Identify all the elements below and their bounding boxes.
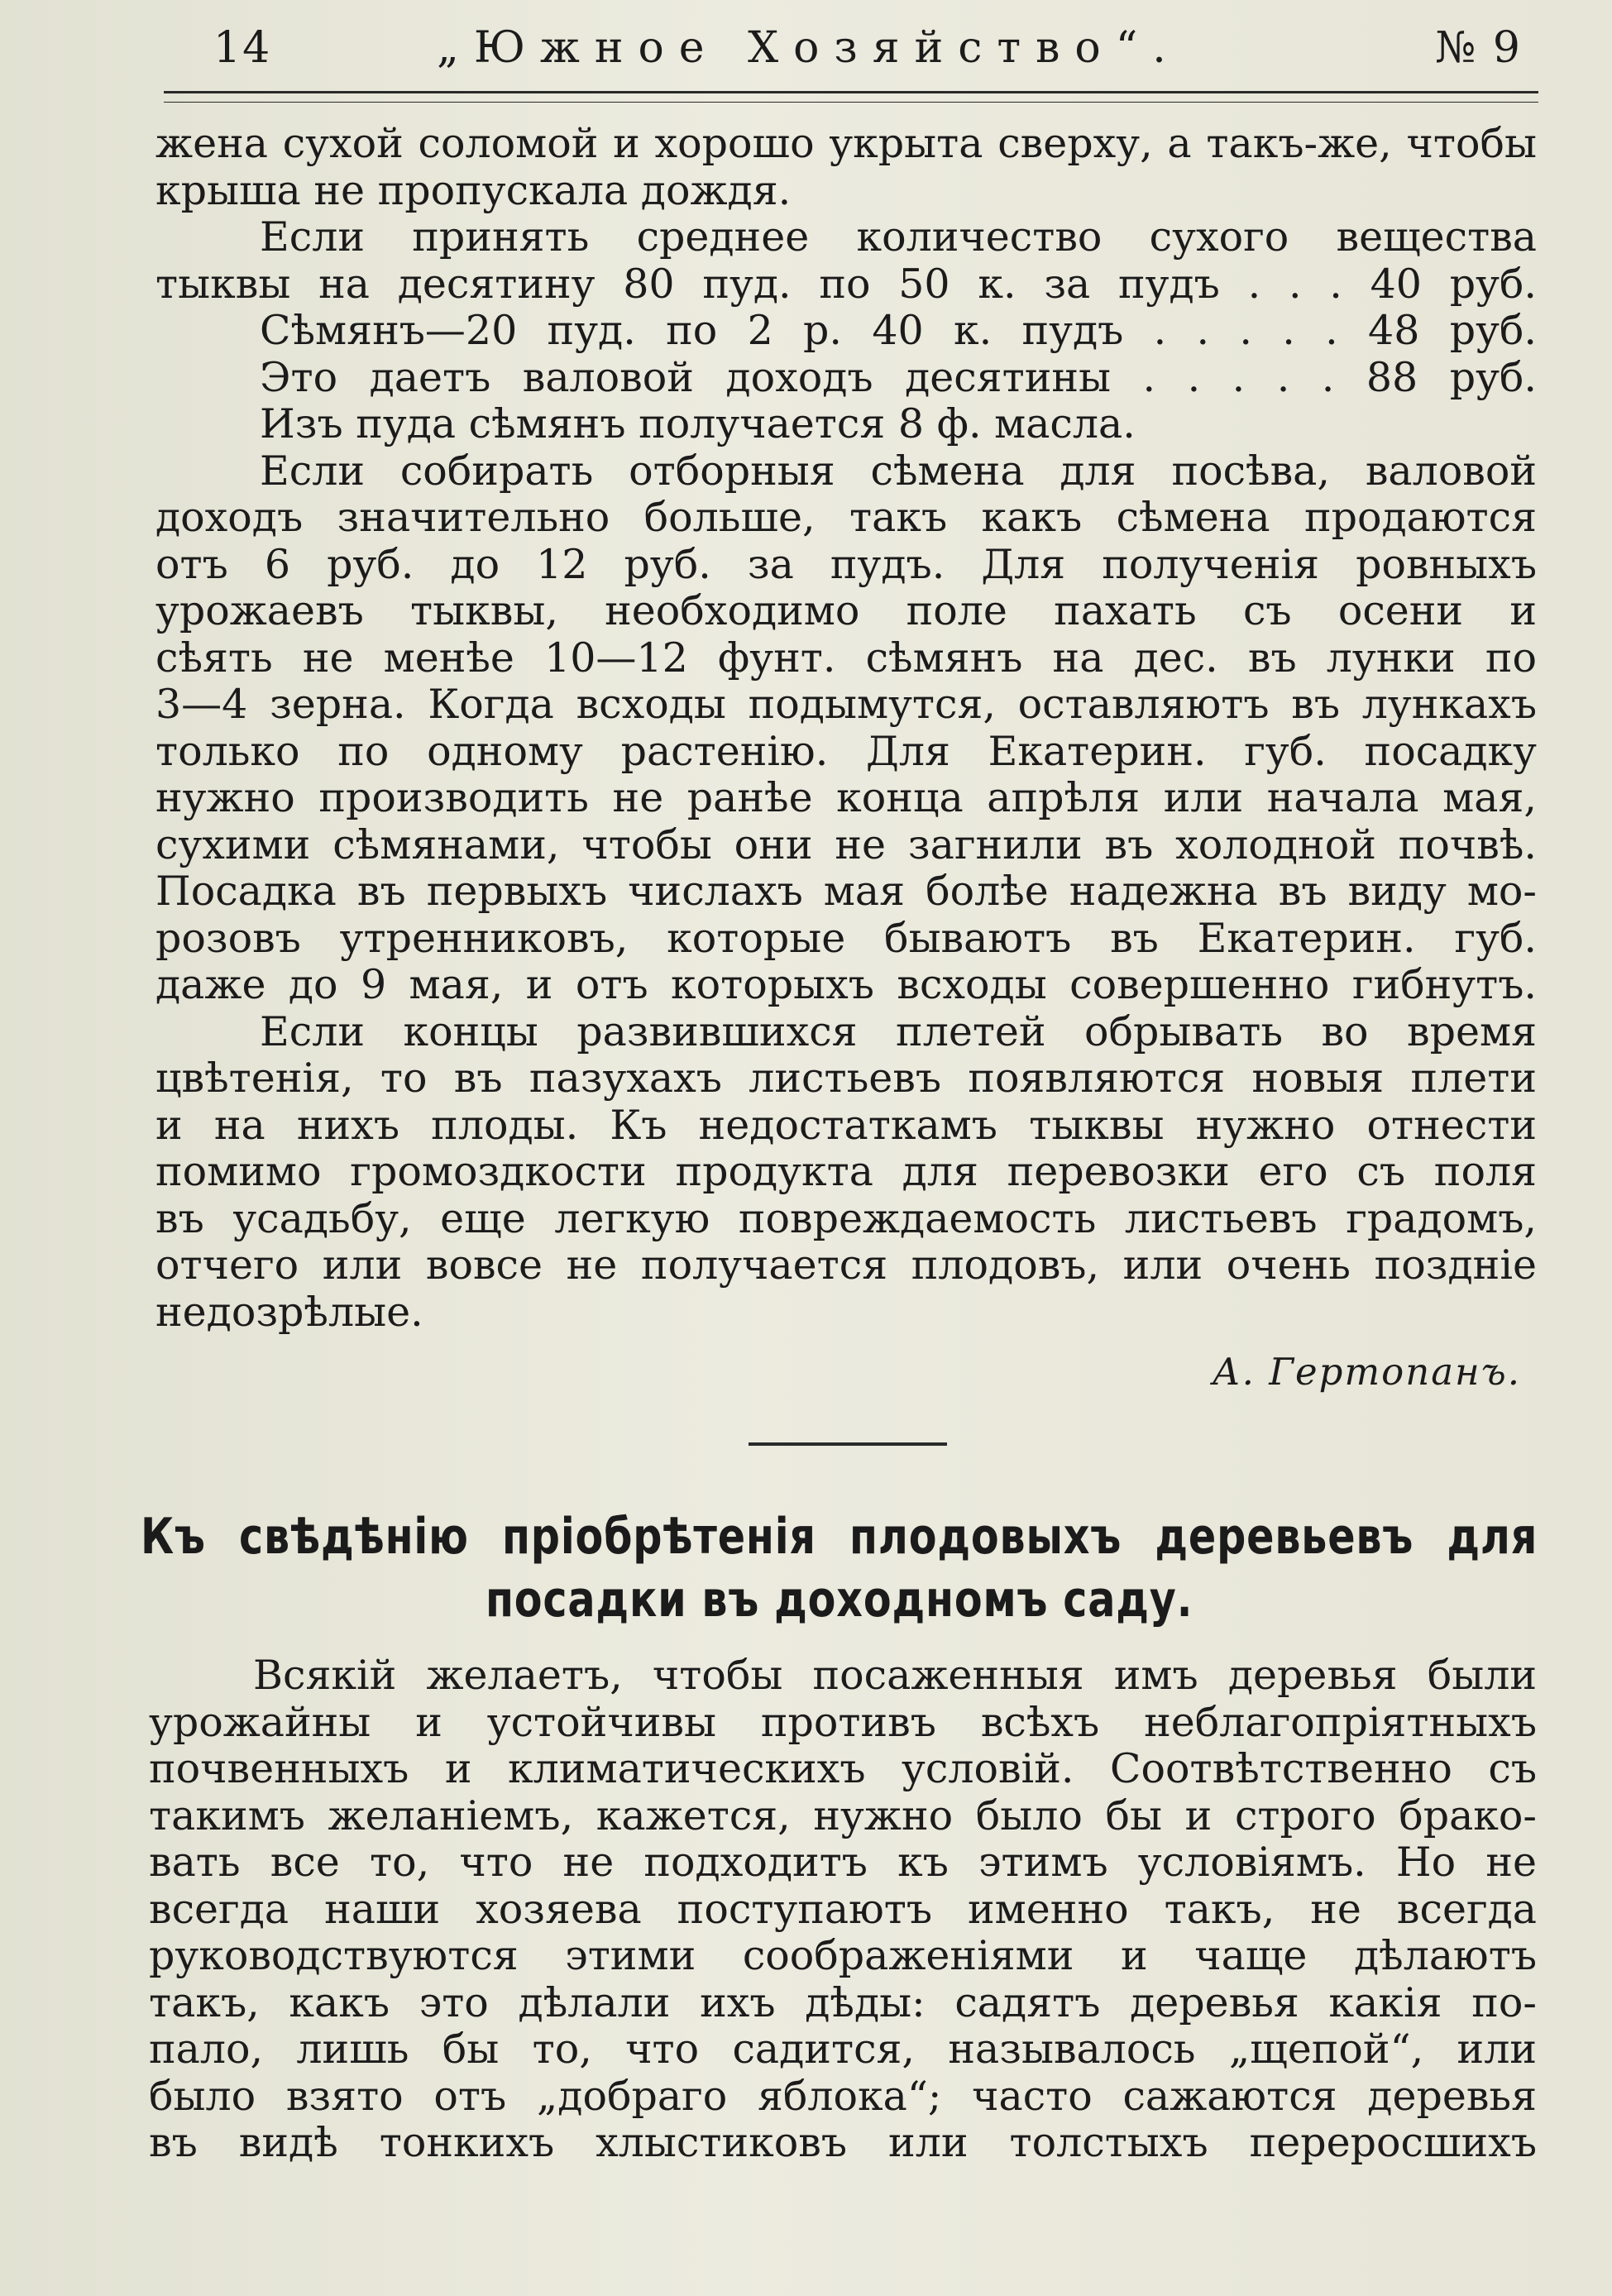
text-line: отъ 6 руб. до 12 руб. за пудъ. Для полученія ровныхъ [155, 540, 1537, 588]
text-line: Изъ пуда сѣмянъ получается 8 ф. масла. [260, 400, 1136, 447]
text-line: розовъ утренниковъ, которые бываютъ въ Екатерин. губ. [155, 914, 1537, 962]
text-line: сѣять не менѣе 10—12 фунт. сѣмянъ на дес. въ лунки по [155, 634, 1537, 682]
text-line: такимъ желаніемъ, кажется, нужно было бы и строго брако- [149, 1791, 1537, 1839]
text-line: въ усадьбу, еще легкую повреждаемость листьевъ градомъ, [155, 1194, 1537, 1242]
text-line: Сѣмянъ—20 пуд. по 2 р. 40 к. пудъ . . . . . 48 руб. [260, 307, 1537, 354]
text-line: Если концы развившихся плетей обрывать во время [260, 1007, 1537, 1055]
page-number: 14 [213, 23, 272, 73]
text-line: урожаевъ тыквы, необходимо поле пахать съ осени и [155, 587, 1537, 634]
text-line: почвенныхъ и климатическихъ условій. Соотвѣтственно съ [149, 1745, 1537, 1792]
text-line: крыша не пропускала дождя. [155, 166, 792, 214]
text-line: цвѣтенія, то въ пазухахъ листьевъ появляются новыя плети [155, 1055, 1537, 1102]
author-signature: А. Гертопанъ. [1212, 1350, 1521, 1394]
text-line: всегда наши хозяева поступаютъ именно такъ, не всегда [149, 1885, 1537, 1933]
text-line: урожайны и устойчивы противъ всѣхъ неблагопріятныхъ [149, 1698, 1537, 1746]
issue-number: № 9 [1435, 23, 1522, 73]
section-body [149, 1653, 1537, 2167]
header-rule [164, 91, 1538, 103]
text-line: 3—4 зерна. Когда всходы подымутся, оставляютъ въ лункахъ [155, 681, 1537, 728]
text-line: нужно производить не ранѣе конца апрѣля или начала мая, [155, 774, 1537, 821]
text-line: пало, лишь бы то, что садится, называлось „щепой“, или [149, 2026, 1537, 2073]
section-heading [141, 1505, 1538, 1631]
text-line: доходъ значительно больше, такъ какъ сѣмена продаются [155, 494, 1537, 541]
text-line: было взято отъ „добраго яблока“; часто сажаются деревья [149, 2072, 1537, 2120]
text-line: жена сухой соломой и хорошо укрыта сверху, а такъ-же, чтобы [155, 120, 1537, 167]
text-line: Это даетъ валовой доходъ десятины . . . . . 88 руб. [260, 353, 1537, 401]
text-line: такъ, какъ это дѣлали ихъ дѣды: садятъ деревья какія по- [149, 1978, 1537, 2026]
text-line: помимо громоздкости продукта для перевозки его съ поля [155, 1148, 1537, 1195]
text-line: Если принять среднее количество сухого вещества [260, 213, 1537, 261]
text-line: Посадка въ первыхъ числахъ мая болѣе надежна въ виду мо- [155, 868, 1537, 915]
running-header [164, 23, 1538, 98]
text-line: только по одному растенію. Для Екатерин. губ. посадку [155, 727, 1537, 775]
text-line: вать все то, что не подходитъ къ этимъ условіямъ. Но не [149, 1839, 1537, 1886]
text-line: Всякій желаетъ, чтобы посаженныя имъ деревья были [253, 1652, 1537, 1699]
text-line: тыквы на десятину 80 пуд. по 50 к. за пудъ . . . 40 руб. [155, 260, 1537, 308]
text-line: сухими сѣмянами, чтобы они не загнили въ холодной почвѣ. [155, 820, 1537, 868]
text-line: даже до 9 мая, и отъ которыхъ всходы совершенно гибнутъ. [155, 961, 1537, 1008]
text-line: и на нихъ плоды. Къ недостаткамъ тыквы нужно отнести [155, 1101, 1537, 1149]
article-body [155, 121, 1537, 1336]
text-line: въ видѣ тонкихъ хлыстиковъ или толстыхъ переросшихъ [149, 2119, 1537, 2166]
section-separator [749, 1442, 947, 1446]
text-line: руководствуются этими соображеніями и чаще дѣлаютъ [149, 1932, 1537, 1979]
text-line: Если собирать отборныя сѣмена для посѣва, валовой [260, 447, 1537, 495]
heading-line: посадки въ доходномъ саду. [485, 1571, 1193, 1629]
journal-title: „Южное Хозяйство“. [437, 23, 1181, 73]
heading-line: Къ свѣдѣнію пріобрѣтенія плодовыхъ деревьевъ для [141, 1508, 1538, 1566]
text-line: недозрѣлые. [155, 1288, 423, 1336]
text-line: отчего или вовсе не получается плодовъ, или очень поздніе [155, 1241, 1537, 1289]
